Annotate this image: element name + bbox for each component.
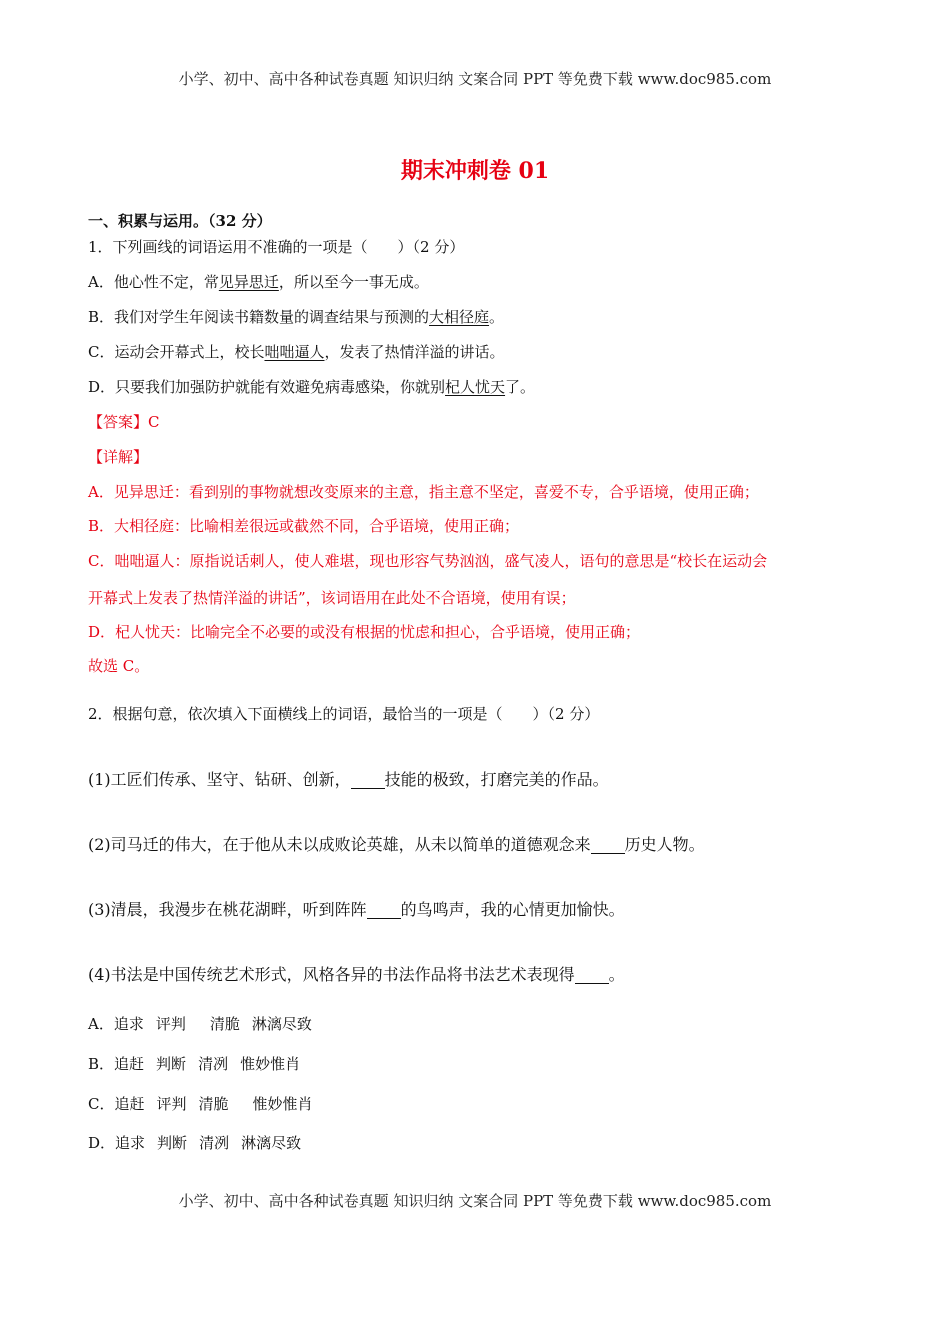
q2-option-b: B．追赶 判断 清冽 惟妙惟肖 <box>88 1055 301 1073</box>
section-heading: 一、积累与运用。（32 分） <box>88 212 272 230</box>
q1-detail-line: D．杞人忧天：比喻完全不必要的或没有根据的忧虑和担心，合乎语境，使用正确； <box>88 623 641 641</box>
q2-stem: 2．根据句意，依次填入下面横线上的词语，最恰当的一项是（ ）（2 分） <box>88 705 600 723</box>
underlined-word: 见异思迁 <box>218 273 279 291</box>
underlined-word: 咄咄逼人 <box>264 343 325 361</box>
q2-option-a: A．追求 评判 清脆 淋漓尽致 <box>88 1015 312 1033</box>
q1-option-c: C．运动会开幕式上，校长咄咄逼人，发表了热情洋溢的讲话。 <box>88 343 505 361</box>
q1-option-d: D．只要我们加强防护就能有效避免病毒感染，你就别杞人忧天了。 <box>88 378 536 396</box>
page-footer: 小学、初中、高中各种试卷真题 知识归纳 文案合同 PPT 等免费下载 www.doc985.com <box>178 1192 772 1210</box>
q1-detail-label: 【详解】 <box>88 448 149 466</box>
q1-option-a: A．他心性不定，常见异思迁，所以至今一事无成。 <box>88 273 429 291</box>
q1-answer <box>88 411 160 432</box>
q1-detail-line: 开幕式上发表了热情洋溢的讲话”，该词语用在此处不合语境，使用有误； <box>88 589 576 607</box>
q2-option-c: C．追赶 评判 清脆 惟妙惟肖 <box>88 1095 313 1113</box>
fill-blank <box>591 837 625 854</box>
page-header: 小学、初中、高中各种试卷真题 知识归纳 文案合同 PPT 等免费下载 www.doc985.com <box>178 70 772 88</box>
q1-stem: 1．下列画线的词语运用不准确的一项是（ ）（2 分） <box>88 238 465 256</box>
q2-sentence-2: (2)司马迁的伟大，在于他从未以成败论英雄，从未以简单的道德观念来 历史人物。 <box>88 835 705 854</box>
underlined-word: 大相径庭 <box>429 308 490 326</box>
q1-detail-line: C．咄咄逼人：原指说话刺人，使人难堪，现也形容气势汹汹，盛气凌人，语句的意思是“校长在运动会 <box>88 552 768 570</box>
page-title: 期末冲刺卷 01 <box>400 158 550 184</box>
answer-value: C <box>148 413 160 431</box>
q1-detail-line: 故选 C。 <box>88 657 150 675</box>
q1-detail-line: B．大相径庭：比喻相差很远或截然不同，合乎语境，使用正确； <box>88 517 520 535</box>
q2-sentence-3: (3)清晨，我漫步在桃花湖畔，听到阵阵 的鸟鸣声，我的心情更加愉快。 <box>88 900 625 919</box>
fill-blank <box>575 967 609 984</box>
answer-label: 【答案】 <box>88 413 149 431</box>
q2-sentence-1: (1)工匠们传承、坚守、钻研、创新， 技能的极致，打磨完美的作品。 <box>88 770 609 789</box>
q1-detail-line: A．见异思迁：看到别的事物就想改变原来的主意，指主意不坚定，喜爱不专，合乎语境，使用正确； <box>88 483 759 501</box>
q1-option-b: B．我们对学生年阅读书籍数量的调查结果与预测的大相径庭。 <box>88 308 505 326</box>
fill-blank <box>351 772 385 789</box>
q2-option-d: D．追求 判断 清冽 淋漓尽致 <box>88 1134 302 1152</box>
q2-sentence-4: (4)书法是中国传统艺术形式，风格各异的书法作品将书法艺术表现得 。 <box>88 965 625 984</box>
underlined-word: 杞人忧天 <box>445 378 506 396</box>
fill-blank <box>367 902 401 919</box>
